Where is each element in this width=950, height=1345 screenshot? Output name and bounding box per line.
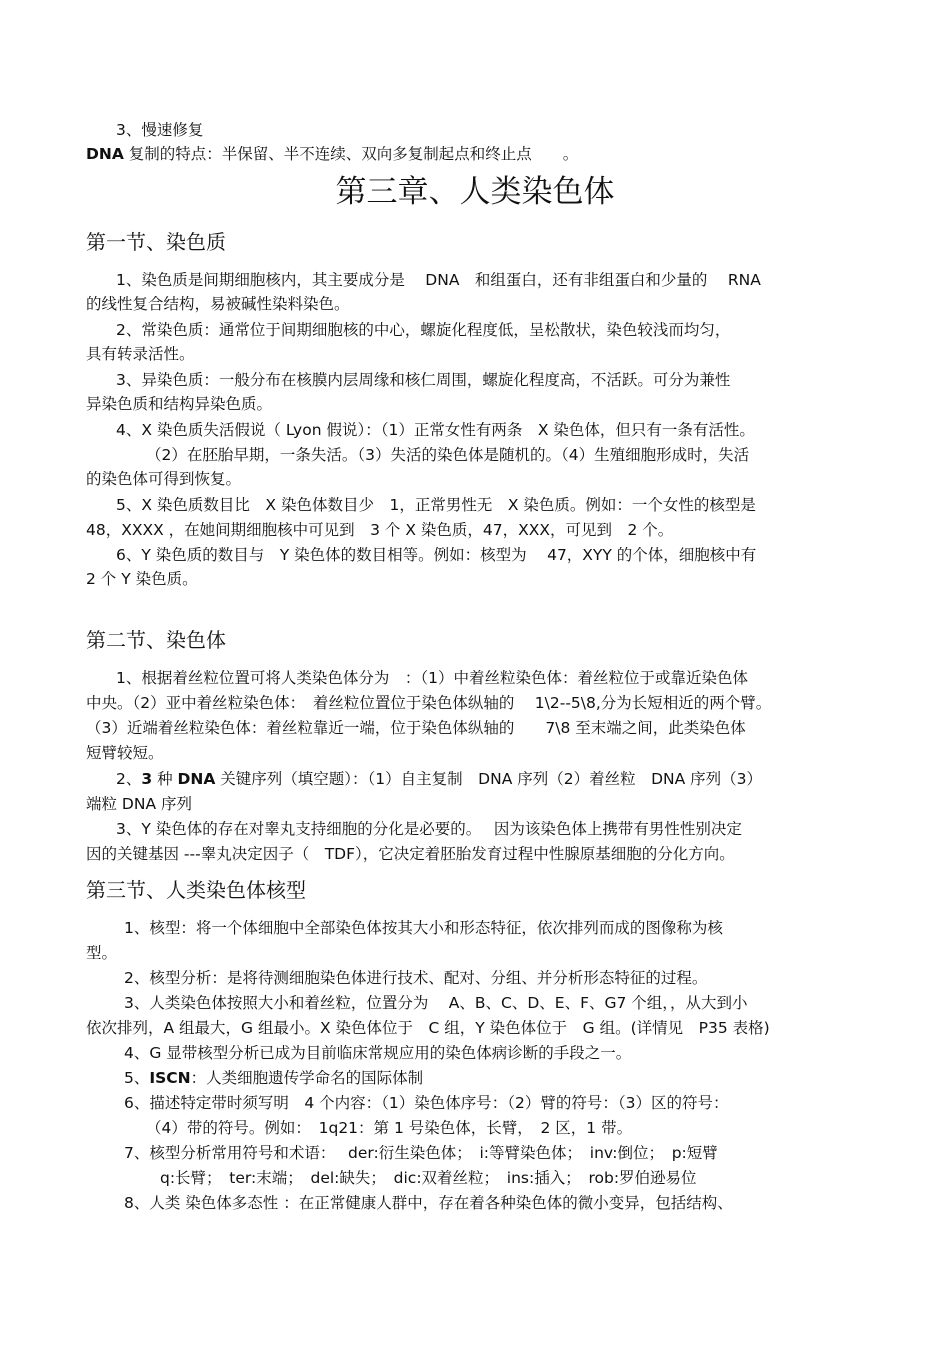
bold-term: DNA <box>86 145 124 163</box>
text-line: 8、人类 染色体多态性 ：在正常健康人群中，存在着各种染色体的微小变异，包括结构、 <box>124 1194 733 1212</box>
text-line: 3、人类染色体按照大小和着丝粒，位置分为 A、B、C、D、E、F、G7 个组，，从大到小 <box>124 994 748 1012</box>
text-line: （3）近端着丝粒染色体：着丝粒靠近一端，位于染色体纵轴的 7\8 至末端之间，此类染色体 <box>86 719 746 737</box>
text-span: 关键序列（填空题）：（1）自主复制 DNA 序列（2）着丝粒 DNA 序列（3） <box>215 770 763 788</box>
text-line: 中央。（2）亚中着丝粒染色体： 着丝粒位置位于染色体纵轴的 1\2--5\8,分为长短相近的两个臂。 <box>86 694 772 712</box>
text-line: 型。 <box>86 944 118 962</box>
section-heading-3: 第三节、人类染色体核型 <box>86 878 306 902</box>
section-heading-1: 第一节、染色质 <box>86 230 226 254</box>
text-line: 2 个 Y 染色质。 <box>86 570 198 588</box>
chapter-title: 第三章、人类染色体 <box>335 174 615 210</box>
text-span: ：人类细胞遗传学命名的国际体制 <box>190 1069 424 1087</box>
text-span: 复制的特点：半保留、半不连续、双向多复制起点和终止点 。 <box>123 145 579 163</box>
bold-term: 3 <box>141 770 153 788</box>
text-line: 依次排列，A 组最大，G 组最小。X 染色体位于 C 组，Y 染色体位于 G 组。(详情见 P35 表格) <box>86 1019 770 1037</box>
text-line: 5、X 染色质数目比 X 染色体数目少 1，正常男性无 X 染色质。例如：一个女性的核型是 <box>116 496 756 514</box>
text-line: 端粒 DNA 序列 <box>86 795 192 813</box>
text-line: 3、慢速修复 <box>116 121 204 139</box>
text-line: 的染色体可得到恢复。 <box>86 470 242 488</box>
text-line: 1、根据着丝粒位置可将人类染色体分为 ：（1）中着丝粒染色体：着丝粒位于或靠近染色体 <box>116 669 748 687</box>
text-span: 2、 <box>116 770 142 788</box>
text-line: 7、核型分析常用符号和术语： der:衍生染色体； i:等臂染色体； inv:倒位； p:短臂 <box>124 1144 718 1162</box>
text-line: 3、异染色质：一般分布在核膜内层周缘和核仁周围，螺旋化程度高，不活跃。可分为兼性 <box>116 371 731 389</box>
text-line: （4）带的符号。例如： 1q21：第 1 号染色体，长臂， 2 区，1 带。 <box>146 1119 633 1137</box>
text-line <box>86 143 578 165</box>
text-line: 的线性复合结构，易被碱性染料染色。 <box>86 295 350 313</box>
text-line: 具有转录活性。 <box>86 345 195 363</box>
text-line: 3、Y 染色体的存在对睾丸支持细胞的分化是必要的。 因为该染色体上携带有男性性别决定 <box>116 820 742 838</box>
text-line: 48，XXXX ，在她间期细胞核中可见到 3 个 X 染色质，47，XXX，可见到 2 个。 <box>86 521 674 539</box>
text-line <box>116 768 762 790</box>
text-line: （2）在胚胎早期，一条失活。（3）失活的染色体是随机的。（4）生殖细胞形成时，失活 <box>146 446 750 464</box>
text-line: q:长臂； ter:末端； del:缺失； dic:双着丝粒； ins:插入； rob:罗伯逊易位 <box>160 1169 697 1187</box>
section-heading-2: 第二节、染色体 <box>86 628 226 652</box>
text-line: 短臂较短。 <box>86 744 164 762</box>
text-line: 1、染色质是间期细胞核内，其主要成分是 DNA 和组蛋白，还有非组蛋白和少量的 RNA <box>116 271 761 289</box>
text-line: 6、Y 染色质的数目与 Y 染色体的数目相等。例如：核型为 47，XYY 的个体，细胞核中有 <box>116 546 757 564</box>
text-line: 4、X 染色质失活假说（ Lyon 假说）：（1）正常女性有两条 X 染色体，但只有一条有活性。 <box>116 421 755 439</box>
text-span: 种 <box>152 770 178 788</box>
text-line: 6、描述特定带时须写明 4 个内容：（1）染色体序号：（2）臂的符号：（3）区的符号： <box>124 1094 729 1112</box>
bold-term: DNA <box>177 770 216 788</box>
text-line: 1、核型：将一个体细胞中全部染色体按其大小和形态特征，依次排列而成的图像称为核 <box>124 919 723 937</box>
text-line: 异染色质和结构异染色质。 <box>86 395 273 413</box>
text-line: 2、常染色质：通常位于间期细胞核的中心，螺旋化程度低，呈松散状，染色较浅而均匀， <box>116 321 731 339</box>
text-span: 5、 <box>124 1069 150 1087</box>
bold-term: ISCN <box>149 1069 191 1087</box>
text-line: 4、G 显带核型分析已成为目前临床常规应用的染色体病诊断的手段之一。 <box>124 1044 632 1062</box>
text-line <box>124 1067 423 1089</box>
text-line: 因的关键基因 ---睾丸决定因子（ TDF），它决定着胚胎发育过程中性腺原基细胞的分化方向。 <box>86 845 735 863</box>
text-line: 2、核型分析：是将待测细胞染色体进行技术、配对、分组、并分析形态特征的过程。 <box>124 969 708 987</box>
